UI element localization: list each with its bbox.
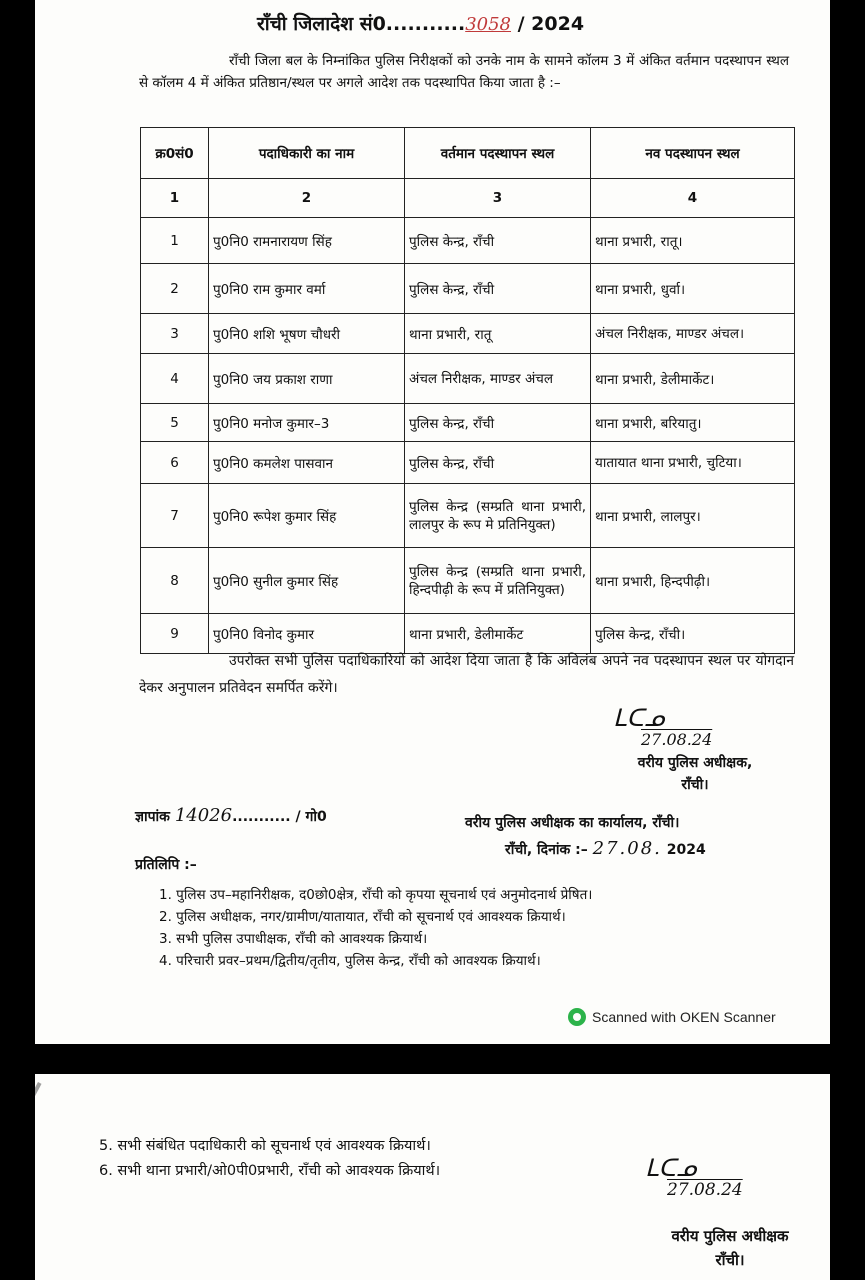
new-posting-cell: थाना प्रभारी, डेलीमार्केट। [591,354,795,404]
copy-list-continued [99,1134,440,1184]
column-number: 1 [141,179,209,218]
new-posting-cell: अंचल निरीक्षक, माण्डर अंचल। [591,314,795,354]
column-number: 3 [405,179,591,218]
signatory-designation [635,1224,825,1272]
signature-scrawl: ᒪᑕᓄ [645,1154,697,1182]
officer-name-cell: पु0नि0 कमलेश पासवान [209,442,405,484]
list-item: 2. पुलिस अधीक्षक, नगर/ग्रामीण/यातायात, राँची को सूचनार्थ एवं आवश्यक क्रियार्थ। [159,909,566,925]
header-new-posting: नव पदस्थापन स्थल [591,128,795,179]
new-posting-cell: यातायात थाना प्रभारी, चुटिया। [591,442,795,484]
signature-scrawl: ᒪᑕᓄ [613,704,665,732]
office-name: वरीय पुलिस अधीक्षक का कार्यालय, राँची। [465,815,680,831]
table-row [141,314,795,354]
scanner-watermark [568,1008,776,1026]
signature [613,704,713,749]
handwritten-memo-number: 14026 [174,805,233,826]
column-number-row [141,179,795,218]
serial-number-cell: 6 [141,442,209,484]
signature-date: 27.08.24 [667,1180,743,1200]
serial-number-cell: 2 [141,264,209,314]
officer-name-cell: पु0नि0 जय प्रकाश राणा [209,354,405,404]
new-posting-cell: थाना प्रभारी, रातू। [591,218,795,264]
current-posting-cell: पुलिस केन्द्र (सम्प्रति थाना प्रभारी, हिन्दपीढ़ी के रूप में प्रतिनियुक्त) [405,548,591,614]
officer-name-cell: पु0नि0 राम कुमार वर्मा [209,264,405,314]
new-posting-cell: थाना प्रभारी, धुर्वा। [591,264,795,314]
header-current-posting: वर्तमान पदस्थापन स्थल [405,128,591,179]
handwritten-order-number: 3058 [465,14,512,35]
officer-name-cell: पु0नि0 रूपेश कुमार सिंह [209,484,405,548]
current-posting-cell: थाना प्रभारी, रातू [405,314,591,354]
current-posting-cell: अंचल निरीक्षक, माण्डर अंचल [405,354,591,404]
column-number: 4 [591,179,795,218]
current-posting-cell: पुलिस केन्द्र, राँची [405,442,591,484]
officer-name-cell: पु0नि0 रामनारायण सिंह [209,218,405,264]
officer-name-cell: पु0नि0 मनोज कुमार–3 [209,404,405,442]
serial-number-cell: 8 [141,548,209,614]
header-serial: क्र0सं0 [141,128,209,179]
posting-table [140,127,795,654]
new-posting-cell: थाना प्रभारी, लालपुर। [591,484,795,548]
designation-place: राँची। [681,777,709,793]
order-title [257,10,584,36]
scanner-logo-icon [568,1008,586,1026]
memo-number [135,805,327,826]
table-row [141,484,795,548]
table-header-row [141,128,795,179]
column-number: 2 [209,179,405,218]
current-posting-cell: पुलिस केन्द्र, राँची [405,404,591,442]
handwritten-date: 27.08. [592,838,662,859]
officer-name-cell: पु0नि0 शशि भूषण चौधरी [209,314,405,354]
serial-number-cell: 7 [141,484,209,548]
copy-heading: प्रतिलिपि :– [135,857,197,873]
intro-paragraph: राँची जिला बल के निम्नांकित पुलिस निरीक्षकों को उनके नाम के सामने कॉलम 3 में अंकित वर्तमान पदस्थापन स्थल से कॉलम 4 में अंकित प्रतिष्ठान/स्थल पर अगले आदेश तक पदस्थापित किया जाता है :– [139,53,789,91]
designation-place: राँची। [715,1251,745,1269]
table-row [141,354,795,404]
scanner-text: Scanned with OKEN Scanner [592,1009,776,1025]
document-page-1 [35,0,830,1044]
order-title-year: / 2024 [511,13,585,35]
closing-paragraph: उपरोक्त सभी पुलिस पदाधिकारियों को आदेश दिया जाता है कि अविलंब अपने नव पदस्थापन स्थल पर योगदान देकर अनुपालन प्रतिवेदन समर्पित करेंगे। [139,653,794,696]
serial-number-cell: 9 [141,614,209,654]
table-row [141,264,795,314]
new-posting-cell: पुलिस केन्द्र, राँची। [591,614,795,654]
serial-number-cell: 4 [141,354,209,404]
signature [645,1156,765,1200]
new-posting-cell: थाना प्रभारी, बरियातु। [591,404,795,442]
current-posting-cell: पुलिस केन्द्र (सम्प्रति थाना प्रभारी, लालपुर के रूप मे प्रतिनियुक्त) [405,484,591,548]
date-label: राँची, दिनांक :– [505,842,588,858]
current-posting-cell: पुलिस केन्द्र, राँची [405,264,591,314]
date-year: 2024 [661,842,706,858]
designation-line: वरीय पुलिस अधीक्षक, [637,755,753,771]
current-posting-cell: थाना प्रभारी, डेलीमार्केट [405,614,591,654]
serial-number-cell: 3 [141,314,209,354]
officer-name-cell: पु0नि0 विनोद कुमार [209,614,405,654]
serial-number-cell: 5 [141,404,209,442]
pen-mark [35,1082,42,1137]
list-item: 4. परिचारी प्रवर–प्रथम/द्वितीय/तृतीय, पुलिस केन्द्र, राँची को आवश्यक क्रियार्थ। [159,953,541,969]
designation-line: वरीय पुलिस अधीक्षक [671,1227,789,1245]
copy-list [159,884,592,972]
memo-label: ज्ञापांक [135,809,170,825]
table-row [141,218,795,264]
table-row [141,548,795,614]
signature-date: 27.08.24 [641,730,713,749]
signatory-designation [610,752,780,796]
memo-dots: ........... [232,809,291,825]
list-item: 5. सभी संबंधित पदाधिकारी को सूचनार्थ एवं आवश्यक क्रियार्थ। [99,1138,431,1154]
new-posting-cell: थाना प्रभारी, हिन्दपीढ़ी। [591,548,795,614]
current-posting-cell: पुलिस केन्द्र, राँची [405,218,591,264]
officer-name-cell: पु0नि0 सुनील कुमार सिंह [209,548,405,614]
list-item: 6. सभी थाना प्रभारी/ओ0पी0प्रभारी, राँची को आवश्यक क्रियार्थ। [99,1163,441,1179]
document-page-2 [35,1074,830,1280]
header-officer-name: पदाधिकारी का नाम [209,128,405,179]
list-item: 3. सभी पुलिस उपाधीक्षक, राँची को आवश्यक क्रियार्थ। [159,931,428,947]
table-row [141,404,795,442]
list-item: 1. पुलिस उप–महानिरीक्षक, द0छो0क्षेत्र, राँची को कृपया सूचनार्थ एवं अनुमोदनार्थ प्रेषित। [159,887,593,903]
serial-number-cell: 1 [141,218,209,264]
office-block [465,810,706,863]
order-title-prefix: राँची जिलादेश सं0........... [257,13,466,35]
office-date [465,836,706,863]
memo-suffix: / गो0 [290,809,327,825]
table-row [141,442,795,484]
